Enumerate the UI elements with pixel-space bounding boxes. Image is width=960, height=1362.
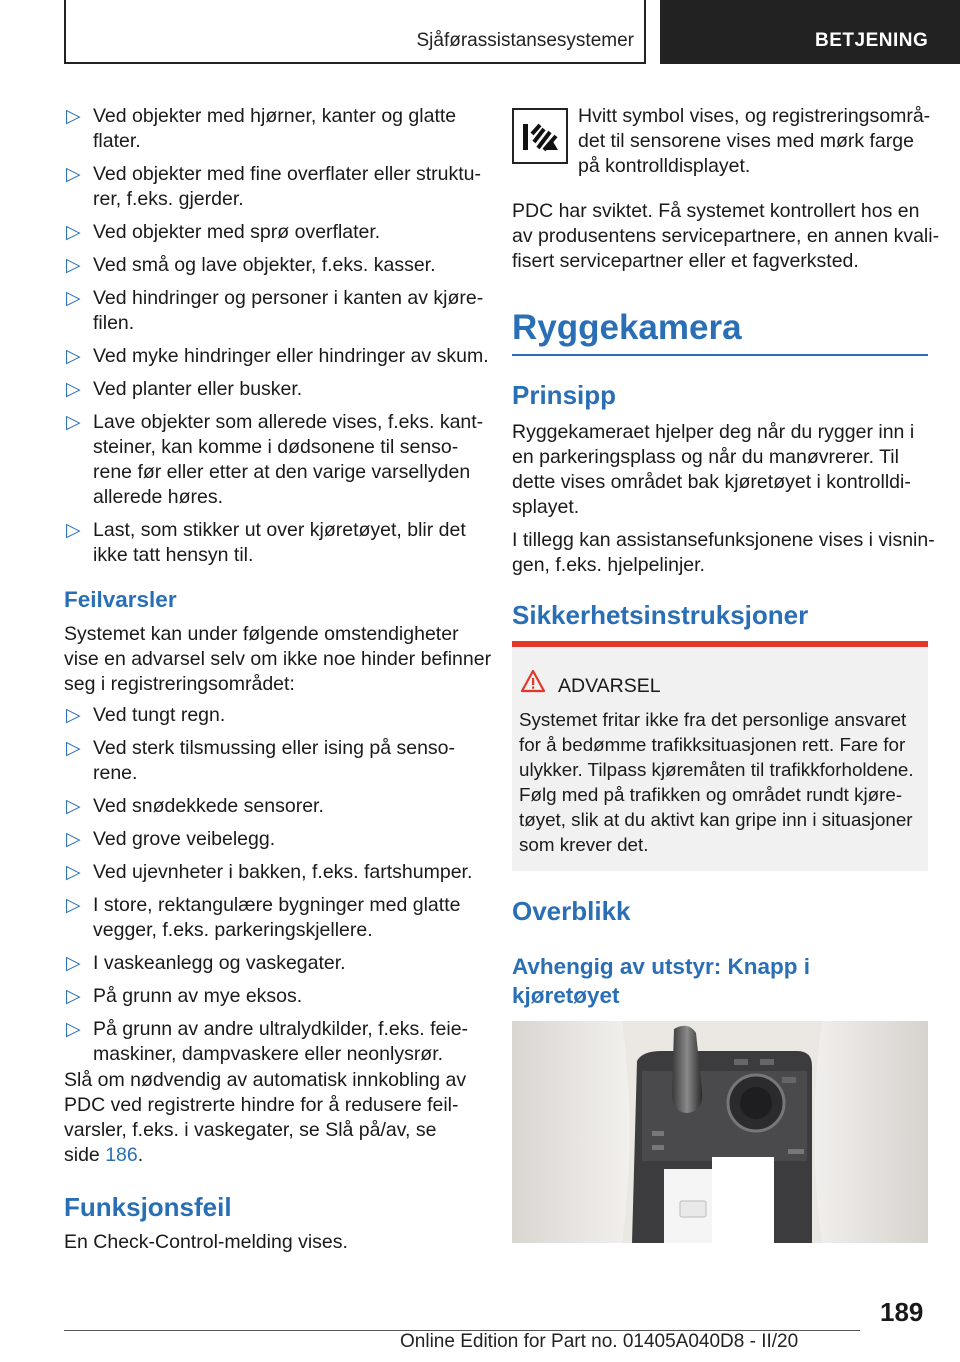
bullet-triangle-icon: ▷ — [66, 519, 81, 541]
heading-rule — [512, 354, 928, 356]
bullet-triangle-icon: ▷ — [66, 378, 81, 400]
prinsipp-text: Ryggekameraet hjelper deg når du rygger inn i en parkeringsplass og når du manøvrerer. Til dette vises området bak kjøretøyet i kontrolldi- splayet. — [512, 421, 915, 518]
header-chapter-box — [660, 0, 960, 64]
feilvarsler-intro: Systemet kan under følgende omstendigheter vise en advarsel selv om ikke noe hinder befinner seg i registreringsområdet: — [64, 623, 492, 695]
bullet-triangle-icon: ▷ — [66, 985, 81, 1007]
warning-box — [512, 641, 928, 871]
page-number: 189 — [880, 1297, 924, 1327]
heading-sikkerhet: Sikkerhetsinstruksjoner — [512, 600, 809, 630]
bullet-triangle-icon: ▷ — [66, 345, 81, 367]
heading-feilvarsler: Feilvarsler — [64, 587, 177, 612]
bullet-triangle-icon: ▷ — [66, 952, 81, 974]
list-item: På grunn av mye eksos. — [93, 985, 303, 1007]
bullet-triangle-icon: ▷ — [66, 737, 81, 759]
warning-text: Systemet fritar ikke fra det personlige ansvaret for å bedømme trafikksituasjonen rett. Fare for ulykker. Tilpass kjøremåten til trafikkforholdene. Følg med på trafikken og området rundt kjøre- tøyet, slik at du aktivt kan gripe inn i situasjoner som krever det. — [519, 709, 914, 855]
list-item: Ved grove veibelegg. — [93, 828, 276, 850]
list-item: Ved objekter med sprø overflater. — [93, 221, 381, 243]
header-section-box — [64, 0, 646, 64]
list-item: Last, som stikker ut over kjøretøyet, blir det ikke tatt hensyn til. — [93, 519, 466, 566]
pdc-sensor-icon — [512, 108, 568, 164]
list-item: Ved planter eller busker. — [93, 378, 303, 400]
bullet-triangle-icon: ▷ — [66, 894, 81, 916]
funksjonsfeil-text: En Check-Control-melding vises. — [64, 1231, 348, 1253]
bullet-triangle-icon: ▷ — [66, 1018, 81, 1040]
bullet-triangle-icon: ▷ — [66, 287, 81, 309]
bullet-triangle-icon: ▷ — [66, 704, 81, 726]
list-item: Ved små og lave objekter, f.eks. kasser. — [93, 254, 436, 276]
list-item: Ved myke hindringer eller hindringer av skum. — [93, 345, 489, 367]
symbol-description: Hvitt symbol vises, og registreringsområ- det til sensorene vises med mørk farge på kontrolldisplayet. — [578, 105, 931, 177]
list-item: I vaskeanlegg og vaskegater. — [93, 952, 346, 974]
bullet-triangle-icon: ▷ — [66, 221, 81, 243]
bullet-triangle-icon: ▷ — [66, 828, 81, 850]
bullet-triangle-icon: ▷ — [66, 254, 81, 276]
header-chapter-title: BETJENING — [815, 30, 929, 51]
tillegg-text: I tillegg kan assistansefunksjonene vises i visnin- gen, f.eks. hjelpelinjer. — [512, 529, 935, 576]
list-item: Ved objekter med fine overflater eller struktu- rer, f.eks. gjerder. — [93, 163, 482, 210]
list-item: Ved hindringer og personer i kanten av kjøre- filen. — [93, 287, 484, 334]
header-section-title: Sjåførassistansesystemer — [416, 30, 634, 51]
pdc-failure-text: PDC har sviktet. Få systemet kontrollert hos en av produsentens servicepartnere, en annen kvali- fisert servicepartner eller et fagverksted. — [512, 200, 940, 272]
list-item: Ved sterk tilsmussing eller ising på senso- rene. — [93, 737, 455, 784]
footer-edition: Online Edition for Part no. 01405A040D8 - II/20 — [400, 1331, 799, 1352]
bullet-triangle-icon: ▷ — [66, 795, 81, 817]
page-reference-link[interactable]: 186 — [105, 1144, 138, 1166]
heading-funksjonsfeil: Funksjonsfeil — [64, 1192, 232, 1222]
list-item: Lave objekter som allerede vises, f.eks. kant- steiner, kan komme i dødsonene til senso- rene før eller etter at den varige varsellyden allerede høres. — [93, 411, 484, 508]
feilvarsler-outro: Slå om nødvendig av automatisk innkobling av PDC ved registrerte hindre for å redusere feil- varsler, f.eks. i vaskegater, se Slå på/av, se side 186. — [64, 1069, 467, 1166]
warning-triangle-icon — [520, 669, 546, 693]
list-item: Ved snødekkede sensorer. — [93, 795, 324, 817]
warning-title: ADVARSEL — [558, 675, 661, 697]
heading-avhengig: Avhengig av utstyr: Knapp i kjøretøyet — [512, 954, 810, 1008]
list-item: På grunn av andre ultralydkilder, f.eks. feie- maskiner, dampvaskere eller neonlysrør. — [93, 1018, 469, 1065]
list-item: Ved objekter med hjørner, kanter og glatte flater. — [93, 105, 457, 152]
list-item: Ved ujevnheter i bakken, f.eks. fartshumper. — [93, 861, 473, 883]
bullet-triangle-icon: ▷ — [66, 163, 81, 185]
heading-ryggekamera: Ryggekamera — [512, 308, 742, 347]
bullet-triangle-icon: ▷ — [66, 861, 81, 883]
gear-console-photo — [512, 1021, 928, 1243]
list-item: Ved tungt regn. — [93, 704, 226, 726]
bullet-triangle-icon: ▷ — [66, 411, 81, 433]
list-item: I store, rektangulære bygninger med glatte vegger, f.eks. parkeringskjellere. — [93, 894, 461, 941]
heading-overblikk: Overblikk — [512, 896, 631, 926]
bullet-triangle-icon: ▷ — [66, 105, 81, 127]
heading-prinsipp: Prinsipp — [512, 380, 617, 410]
